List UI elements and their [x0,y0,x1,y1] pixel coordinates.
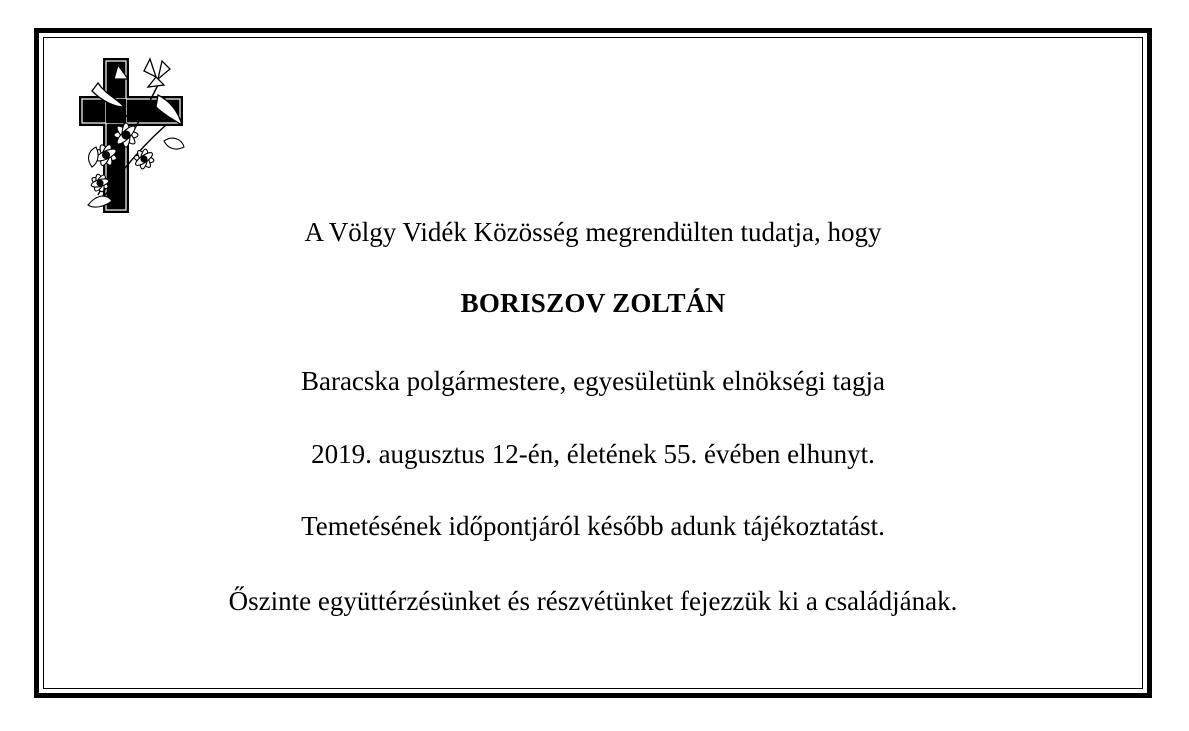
deceased-name: BORISZOV ZOLTÁN [460,288,726,318]
cross-with-lilies-icon [78,55,190,215]
intro-text: A Völgy Vidék Közösség megrendülten tudatja, hogy [304,217,882,247]
role-text: Baracska polgármestere, egyesületünk elnökségi tagja [300,366,886,396]
condolence-text: Őszinte együttérzésünket és részvétünket fejezzük ki a családjának. [228,586,958,616]
death-date-text: 2019. augusztus 12-én, életének 55. évében elhunyt. [311,439,875,469]
funeral-info-text: Temetésének időpontjáról később adunk tájékoztatást. [301,511,885,541]
